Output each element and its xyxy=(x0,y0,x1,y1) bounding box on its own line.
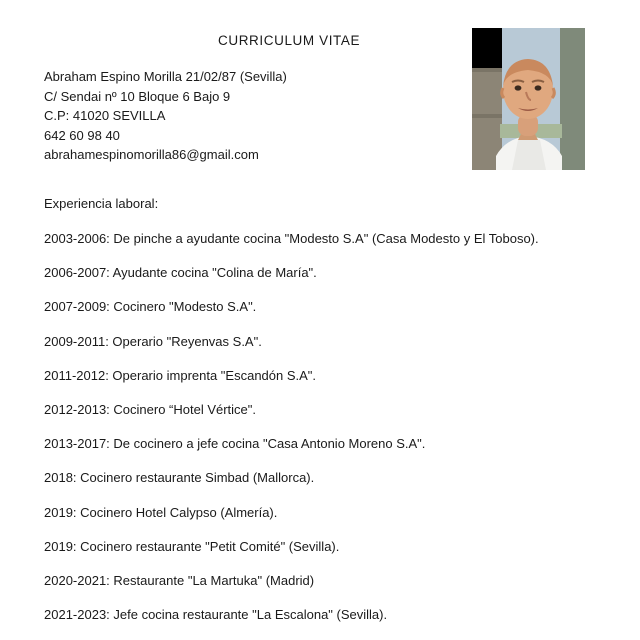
personal-phone-line: 642 60 98 40 xyxy=(44,127,120,143)
list-item: 2018: Cocinero restaurante Simbad (Mallorca). xyxy=(44,470,315,486)
list-item: 2019: Cocinero Hotel Calypso (Almería). xyxy=(44,504,278,520)
list-item: 2019: Cocinero restaurante "Petit Comité" (Sevilla). xyxy=(44,538,340,554)
person-photo-icon xyxy=(472,28,585,170)
list-item: 2003-2006: De pinche a ayudante cocina "Modesto S.A" (Casa Modesto y El Toboso). xyxy=(44,231,539,246)
list-item: 2007-2009: Cocinero "Modesto S.A". xyxy=(44,299,257,315)
personal-name-line: Abraham Espino Morilla 21/02/87 (Sevilla) xyxy=(44,69,287,84)
list-item: 2009-2011: Operario "Reyenvas S.A". xyxy=(44,333,262,349)
page-title: CURRICULUM VITAE xyxy=(218,33,361,48)
personal-postal-line: C.P: 41020 SEVILLA xyxy=(44,108,166,123)
section-heading-experience: Experiencia laboral: xyxy=(44,196,159,211)
personal-address-line: C/ Sendai nº 10 Bloque 6 Bajo 9 xyxy=(44,88,231,104)
experience-list xyxy=(44,230,630,623)
personal-email-line: abrahamespinomorilla86@gmail.com xyxy=(44,147,259,162)
list-item: 2006-2007: Ayudante cocina "Colina de María". xyxy=(44,265,317,281)
list-item: 2012-2013: Cocinero “Hotel Vértice". xyxy=(44,401,257,417)
list-item: 2020-2021: Restaurante "La Martuka" (Madrid) xyxy=(44,572,315,588)
personal-details-block xyxy=(44,67,454,165)
list-item: 2011-2012: Operario imprenta "Escandón S.A". xyxy=(44,367,317,383)
avatar xyxy=(472,28,585,170)
list-item: 2013-2017: De cocinero a jefe cocina "Casa Antonio Moreno S.A". xyxy=(44,436,426,452)
list-item: 2021-2023: Jefe cocina restaurante "La Escalona" (Sevilla). xyxy=(44,607,388,623)
